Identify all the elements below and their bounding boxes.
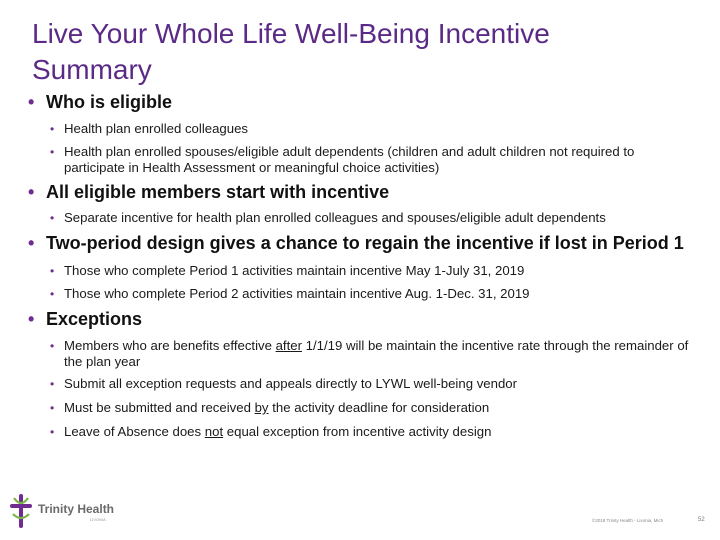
text-segment: equal exception from incentive activity design	[223, 424, 492, 439]
section-heading-start-with-incentive	[28, 182, 389, 203]
heading-text: Exceptions	[46, 309, 143, 329]
logo-subtext: LIVONIA	[90, 517, 106, 522]
copyright-notice: ©2018 Trinity Health - Livonia, Mich	[592, 518, 664, 523]
list-item-text: Those who complete Period 2 activities maintain incentive Aug. 1-Dec. 31, 2019	[64, 286, 530, 301]
list-item-text: Those who complete Period 1 activities maintain incentive May 1-July 31, 2019	[64, 263, 525, 278]
list-item	[50, 424, 698, 440]
list-item-text	[64, 424, 698, 440]
list-item	[50, 338, 698, 370]
text-segment: 1/1/19 will be maintain the incentive rate through the remainder of the plan year	[64, 338, 689, 369]
list-item	[50, 286, 698, 302]
bullet-icon: •	[28, 233, 35, 253]
heading-text: Two-period design gives a chance to regain the incentive if lost in Period 1	[46, 233, 684, 253]
heading-text: Who is eligible	[46, 92, 173, 112]
underlined-word: after	[275, 338, 302, 353]
bullet-icon: •	[28, 309, 35, 329]
bullet-icon: •	[50, 287, 55, 301]
bullet-icon: •	[50, 211, 55, 225]
list-item-text: Separate incentive for health plan enrolled colleagues and spouses/eligible adult dependents	[64, 210, 606, 225]
slide-title-line-1: Live Your Whole Life Well-Being Incentive	[32, 18, 550, 49]
list-item-text: Health plan enrolled spouses/eligible adult dependents (children and adult children not required to participate in Health Assessment or meaningful choice activities)	[64, 144, 635, 175]
text-segment: Members who are benefits effective	[64, 338, 276, 353]
slide-title-line-2: Summary	[32, 54, 152, 85]
bullet-icon: •	[28, 182, 35, 202]
bullet-icon: •	[28, 92, 35, 112]
bullet-icon: •	[50, 401, 55, 415]
trinity-cross-icon	[8, 494, 34, 528]
slide-title	[32, 16, 652, 88]
text-segment: the activity deadline for consideration	[268, 400, 490, 415]
list-item	[50, 121, 698, 137]
section-heading-eligibility	[28, 92, 172, 113]
bullet-icon: •	[50, 264, 55, 278]
underlined-word: not	[204, 424, 224, 439]
bullet-icon: •	[50, 339, 55, 353]
text-segment: Must be submitted and received	[64, 400, 255, 415]
bullet-icon: •	[50, 425, 55, 439]
list-item	[50, 376, 698, 392]
bullet-icon: •	[50, 377, 55, 391]
list-item-text: Submit all exception requests and appeals directly to LYWL well-being vendor	[64, 376, 518, 391]
bullet-icon: •	[50, 122, 55, 136]
page-number: 52	[698, 517, 705, 523]
list-item	[50, 400, 698, 416]
list-item	[50, 263, 698, 279]
trinity-health-logo	[8, 494, 118, 528]
list-item-text: Health plan enrolled colleagues	[64, 121, 249, 136]
list-item	[50, 210, 698, 226]
underlined-word: by	[254, 400, 269, 415]
heading-text: All eligible members start with incentive	[46, 182, 390, 202]
section-heading-two-period-design	[28, 233, 684, 254]
bullet-icon: •	[50, 145, 55, 159]
list-item-text	[64, 400, 698, 416]
logo-text: Trinity Health	[38, 502, 115, 516]
list-item-text	[64, 338, 698, 370]
list-item	[50, 144, 698, 176]
section-heading-exceptions	[28, 309, 142, 330]
text-segment: Leave of Absence does	[64, 424, 205, 439]
